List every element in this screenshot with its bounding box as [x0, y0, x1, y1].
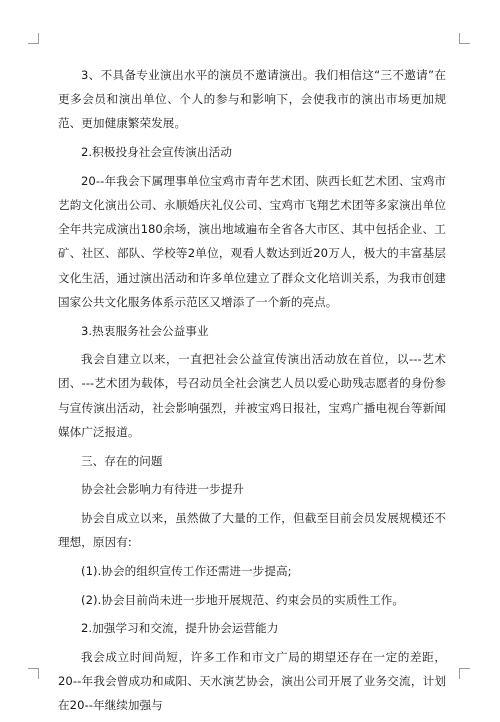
paragraph: 我会自建立以来，一直把社会公益宣传演出活动放在首位，以---艺术团、---艺术团为载体，号召动员全社会演艺人员以爱心助残志愿者的身份参与宣传演出活动，社会影响强烈，并被宝鸡日报社，宝鸡广播电视台等新闻媒体广泛报道。 [58, 352, 446, 439]
section-heading: 三、存在的问题 [81, 453, 163, 468]
crop-mark-top-right [459, 33, 470, 44]
section-heading: 2.加强学习和交流，提升协会运营能力 [81, 621, 279, 636]
paragraph: 协会自成立以来，虽然做了大量的工作，但截至目前会员发展规模还不理想，原因有: [58, 510, 446, 550]
section-heading: 3.热衷服务社会公益事业 [81, 323, 209, 338]
crop-mark-top-left [28, 33, 39, 44]
section-heading: 协会社会影响力有待进一步提升 [81, 482, 245, 497]
crop-mark-bottom-left [28, 668, 39, 679]
list-item: (1).协会的组织宣传工作还需进一步提高; [81, 563, 292, 578]
paragraph: 我会成立时间尚短，许多工作和市文广局的期望还存在一定的差距，20--年我会曾成功和咸阳、天水演艺协会，演出公司开展了业务交流，计划在20--年继续加强与 [58, 649, 446, 713]
paragraph: 3、不具备专业演出水平的演员不邀请演出。我们相信这“三不邀请”在更多会员和演出单位、个人的参与和影响下，会使我市的演出市场更加规范、更加健康繁荣发展。 [58, 68, 446, 131]
list-item: (2).协会目前尚未进一步地开展规范、约束会员的实质性工作。 [81, 592, 405, 607]
crop-mark-bottom-right [459, 668, 470, 679]
section-heading: 2.积极投身社会宣传演出活动 [81, 145, 232, 160]
paragraph: 20--年我会下属理事单位宝鸡市青年艺术团、陕西长虹艺术团、宝鸡市艺韵文化演出公司、永顺婚庆礼仪公司、宝鸡市飞翔艺术团等多家演出单位全年共完成演出180余场，演出地域遍布全省各大市区、其中包括企业、工矿、社区、部队、学校等2单位，观看人数达到近20万人，极大的丰富基层文化生活，通过演出活动和许多单位建立了群众文化培训关系，为我市创建国家公共文化服务体系示范区又增添了一个新的亮点。 [58, 173, 446, 309]
document-body [58, 63, 446, 722]
